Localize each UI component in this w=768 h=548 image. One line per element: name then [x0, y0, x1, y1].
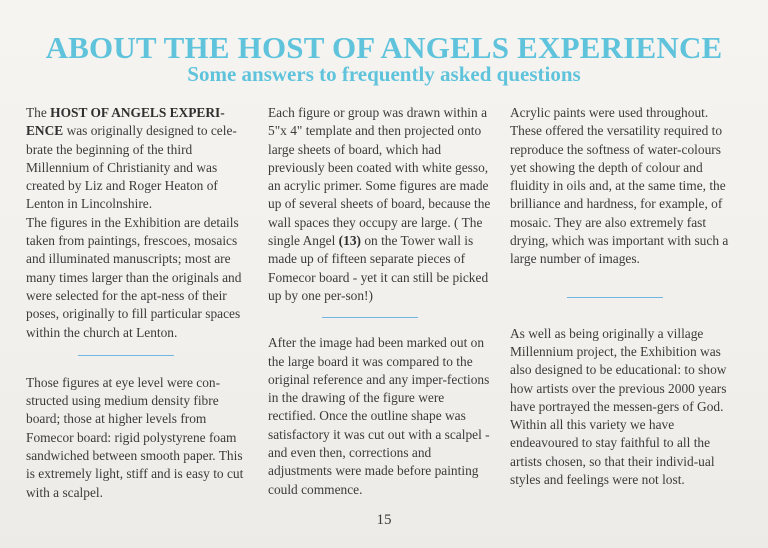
page-number: 15: [376, 512, 392, 528]
paints-paragraph: Acrylic paints were used throughout. These offered the versatility required to reproduce the softness of water-colours yet showing the depth of colour and fluidity in oils and, at the same time, the brilliance and hardness, for example, of mosaic. They are also extremely fast drying, which was important with such a large number of images.: [510, 105, 729, 267]
text-column-1: [26, 104, 252, 502]
section-divider: [567, 297, 663, 298]
page-title: ABOUT THE HOST OF ANGELS EXPERIENCE: [45, 30, 723, 65]
text-column-3: [510, 104, 738, 489]
intro-prefix: The: [26, 105, 51, 120]
angel-reference-number: (13): [338, 233, 361, 249]
materials-paragraph: Those figures at eye level were con-structed using medium density fibre board; those at higher levels from Fomecor board: rigid polystyrene foam sandwiched between smooth paper. This is extremely light, stiff and is easy to cut with a scalpel.: [26, 374, 244, 500]
intro-paragraph: [26, 104, 252, 214]
drawing-text-part2: on the Tower wall is made up of fifteen separate pieces of Fomecor board - yet it can still be picked up by one per-son!): [268, 233, 489, 303]
section-divider: [322, 317, 418, 318]
educational-paragraph: As well as being originally a village Millennium project, the Exhibition was also designed to be educational: to show how artists over the previous 2000 years have portrayed the messen-gers of God. Within all this variety we have endeavoured to stay faithful to all the artists chosen, so that their individ-ual styles and feelings were not lost.: [510, 325, 727, 488]
exhibition-name: HOST OF ANGELS EXPERI-ENCE: [26, 105, 225, 139]
text-column-2: [268, 104, 492, 499]
figures-paragraph: The figures in the Exhibition are details taken from paintings, frescoes, mosaics and illuminated manuscripts; most are many times larger than the originals and were selected for the apt-ness of their poses, originally to fill particular spaces within the church at Lenton.: [26, 214, 242, 340]
drawing-paragraph: [268, 104, 492, 305]
section-divider: [78, 355, 174, 356]
page-subtitle: Some answers to frequently asked questions: [187, 62, 581, 86]
intro-rest: was originally designed to cele-brate the beginning of the third Millennium of Christianity and was created by Liz and Roger Heaton of Lenton in Lincolnshire.: [26, 123, 237, 212]
drawing-text-part1: Each figure or group was drawn within a 5"x 4" template and then projected onto large sheets of board, which had previously been coated with white gesso, an acrylic primer. Some figures are made up of several sheets of board, because the wall spaces they occupy are large. ( The single Angel: [268, 105, 491, 249]
cutting-paragraph: After the image had been marked out on the large board it was compared to the original reference and any imper-fections in the drawing of the figure were rectified. Once the outline shape was satisfactory it was cut out with a scalpel - and even then, corrections and adjustments were made before painting could commence.: [268, 335, 490, 497]
